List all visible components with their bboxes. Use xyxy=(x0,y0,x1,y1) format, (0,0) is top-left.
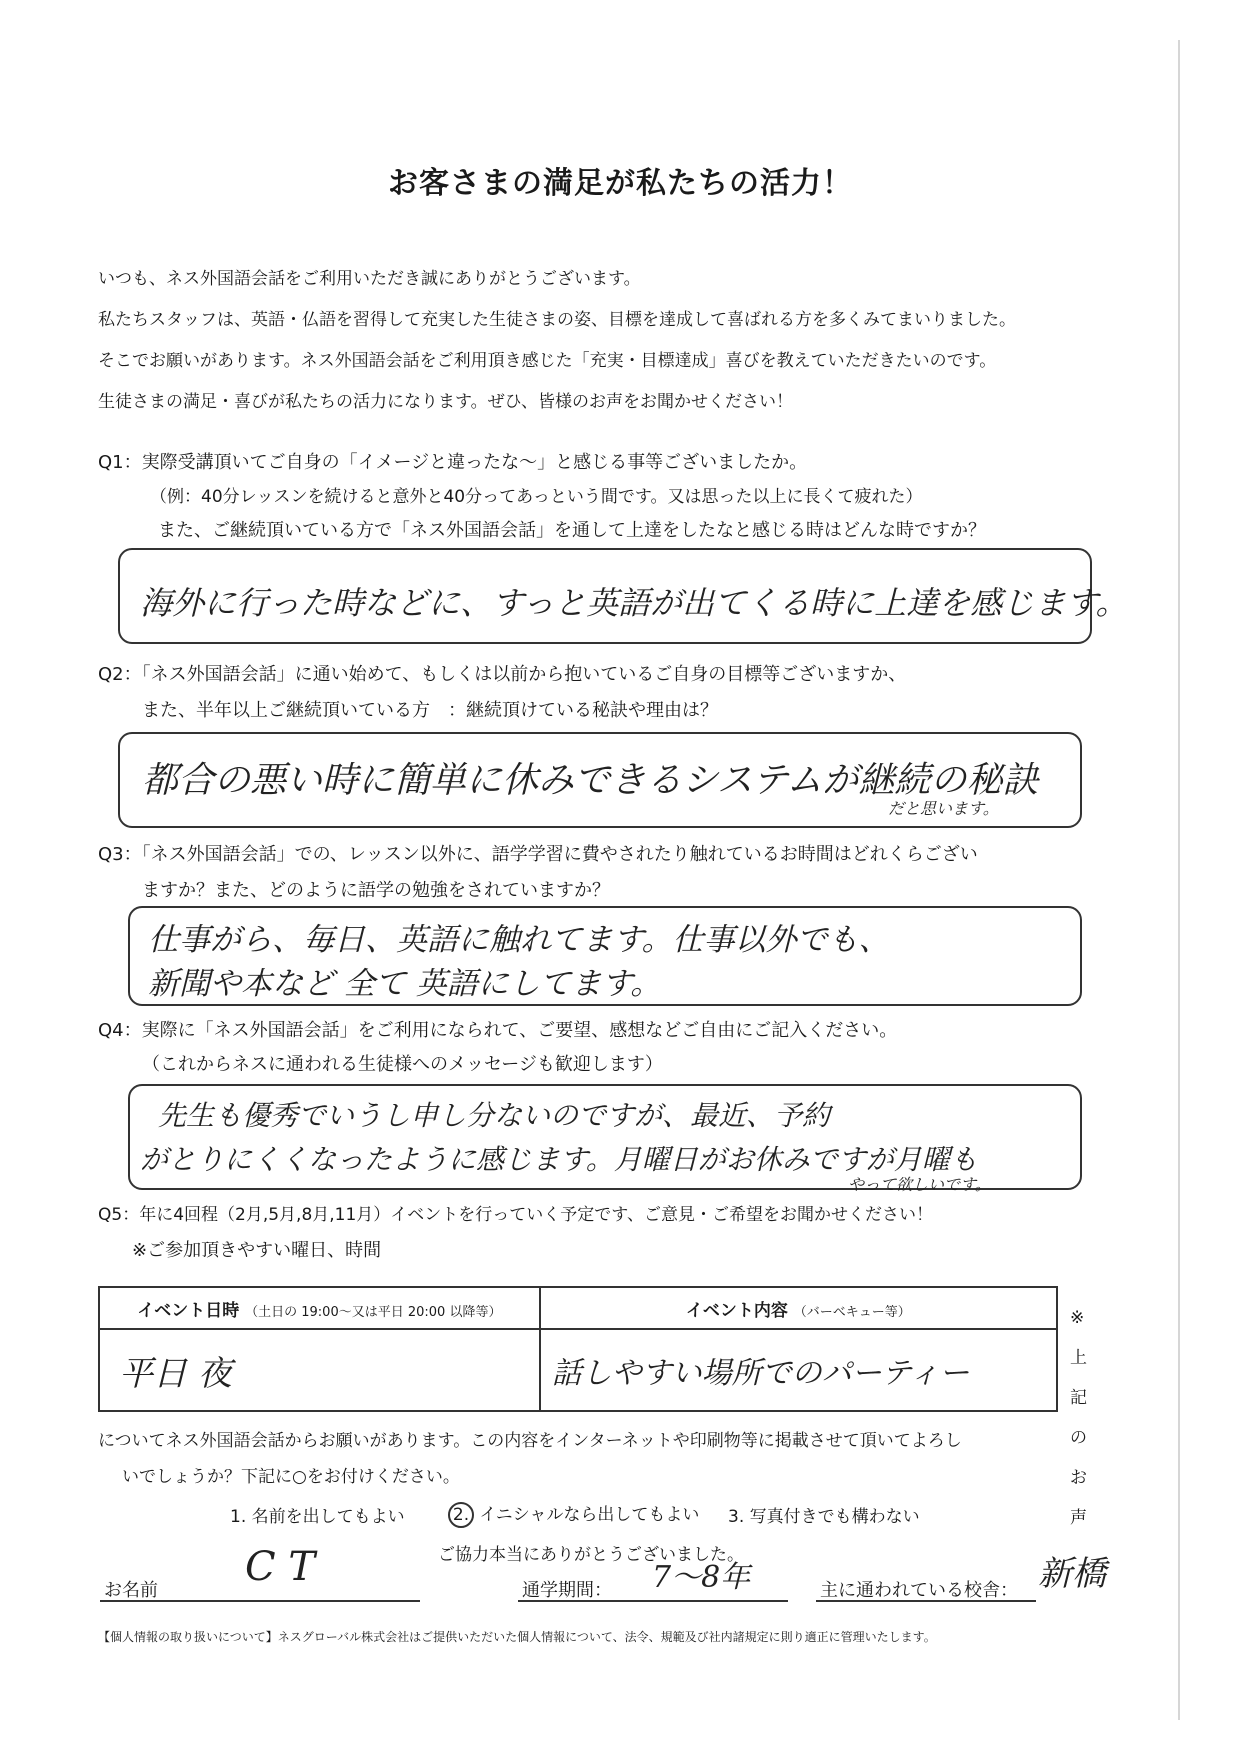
name-label: お名前 xyxy=(104,1580,158,1601)
period-underline xyxy=(518,1600,788,1602)
consent-option-1-label: 1. 名前を出してもよい xyxy=(230,1507,405,1527)
q4-answer-line-3: やって欲しいです。 xyxy=(848,1175,991,1194)
q5-line-2: ※ご参加頂きやすい曜日、時間 xyxy=(132,1240,382,1261)
event-date-header xyxy=(99,1287,540,1329)
intro-line-4: 生徒さまの満足・喜びが私たちの活力になります。ぜひ、皆様のお声をお聞かせください！ xyxy=(98,392,793,412)
q2-line-2: また、半年以上ご継続頂いている方 ：継続頂けている秘訣や理由は？ xyxy=(142,700,718,721)
event-date-cell[interactable] xyxy=(99,1329,540,1411)
side-note: ※上記のお声 xyxy=(1070,1308,1087,1528)
event-content-header-label: イベント内容 xyxy=(685,1300,788,1321)
q3-answer-line-1: 仕事がら、毎日、英語に触れてます。仕事以外でも、 xyxy=(148,922,890,958)
period-value[interactable]: 7～8年 xyxy=(652,1560,751,1595)
event-table-header-row xyxy=(99,1287,1057,1329)
event-content-answer: 話しやすい場所でのパーティー xyxy=(551,1356,970,1391)
event-table-answer-row xyxy=(99,1329,1057,1411)
q3-answer-line-2: 新聞や本など 全て 英語にしてます。 xyxy=(148,966,662,1002)
q2-answer: 都合の悪い時に簡単に休みできるシステムが継続の秘訣 xyxy=(142,760,1039,801)
consent-option-1[interactable] xyxy=(230,1502,405,1527)
school-value[interactable]: 新橋 xyxy=(1038,1554,1106,1594)
q4-answer-line-1: 先生も優秀でいうし申し分ないのですが、最近、予約 xyxy=(158,1099,831,1132)
consent-line-2: いでしょうか？下記に○をお付けください。 xyxy=(122,1467,460,1487)
name-value[interactable]: C T xyxy=(245,1544,315,1590)
q4-answer-line-2: がとりにくくなったように感じます。月曜日がお休みですが月曜も xyxy=(140,1143,978,1176)
school-label: 主に通われている校舎： xyxy=(820,1580,1018,1601)
intro-line-3: そこでお願いがあります。ネス外国語会話をご利用頂き感じた「充実・目標達成」喜びを教えていただきたいのです。 xyxy=(98,351,997,371)
event-table xyxy=(98,1286,1058,1412)
page-title: お客さまの満足が私たちの活力！ xyxy=(388,166,853,201)
q4-line-2: （これからネスに通われる生徒様へのメッセージも歓迎します） xyxy=(142,1054,663,1075)
school-underline xyxy=(816,1600,1036,1602)
consent-option-2[interactable] xyxy=(448,1500,699,1528)
q3-line-2: ますか？また、どのように語学の勉強をされていますか？ xyxy=(142,880,610,901)
event-date-header-label: イベント日時 xyxy=(137,1300,240,1321)
privacy-note: 【個人情報の取り扱いについて】ネスグローバル株式会社はご提供いただいた個人情報について、法令、規範及び社内諸規定に則り適正に管理いたします。 xyxy=(98,1630,936,1644)
intro-line-1: いつも、ネス外国語会話をご利用いただき誠にありがとうございます。 xyxy=(98,269,641,289)
selected-circle-mark: 2. xyxy=(448,1502,474,1528)
q1-line-3: また、ご継続頂いている方で「ネス外国語会話」を通して上達をしたなと感じる時はどんな時ですか？ xyxy=(158,520,986,541)
q5-line-1: Q5：年に4回程（2月,5月,8月,11月）イベントを行っていく予定です、ご意見・ご希望をお聞かせください！ xyxy=(98,1205,933,1225)
consent-line-1: についてネス外国語会話からお願いがあります。この内容をインターネットや印刷物等に掲載させて頂いてよろし xyxy=(98,1431,962,1451)
scan-edge-line xyxy=(1178,40,1180,1720)
q4-line-1: Q4：実際に「ネス外国語会話」をご利用になられて、ご要望、感想などご自由にご記入ください。 xyxy=(98,1020,898,1041)
event-content-cell[interactable] xyxy=(540,1329,1057,1411)
q3-line-1: Q3：「ネス外国語会話」での、レッスン以外に、語学学習に費やされたり触れているお時間はどれくらござい xyxy=(98,844,978,865)
q1-line-2: （例：40分レッスンを続けると意外と40分ってあっという間です。又は思った以上に長くて疲れた） xyxy=(150,487,923,507)
q2-answer-note: だと思います。 xyxy=(888,799,999,818)
thanks-message: ご協力本当にありがとうございました。 xyxy=(438,1545,744,1565)
consent-option-3-label: 3. 写真付きでも構わない xyxy=(728,1507,920,1527)
event-date-answer: 平日 夜 xyxy=(119,1353,232,1394)
consent-option-3[interactable] xyxy=(728,1502,920,1527)
period-label: 通学期間： xyxy=(522,1580,612,1601)
q2-line-1: Q2：「ネス外国語会話」に通い始めて、もしくは以前から抱いているご自身の目標等ございますか、 xyxy=(98,664,907,685)
event-content-header xyxy=(540,1287,1057,1329)
consent-option-2-label: イニシャルなら出してもよい xyxy=(479,1505,700,1525)
name-underline xyxy=(100,1600,420,1602)
q1-answer: 海外に行った時などに、すっと英語が出てくる時に上達を感じます。 xyxy=(140,584,1128,622)
event-content-header-note: （バーベキュー等） xyxy=(793,1304,911,1320)
intro-line-2: 私たちスタッフは、英語・仏語を習得して充実した生徒さまの姿、目標を達成して喜ばれる方を多くみてまいりました。 xyxy=(98,310,1016,330)
event-date-header-note: （土日の 19:00～又は平日 20:00 以降等） xyxy=(245,1304,502,1320)
q1-line-1: Q1：実際受講頂いてご自身の「イメージと違ったな～」と感じる事等ございましたか。 xyxy=(98,452,808,473)
